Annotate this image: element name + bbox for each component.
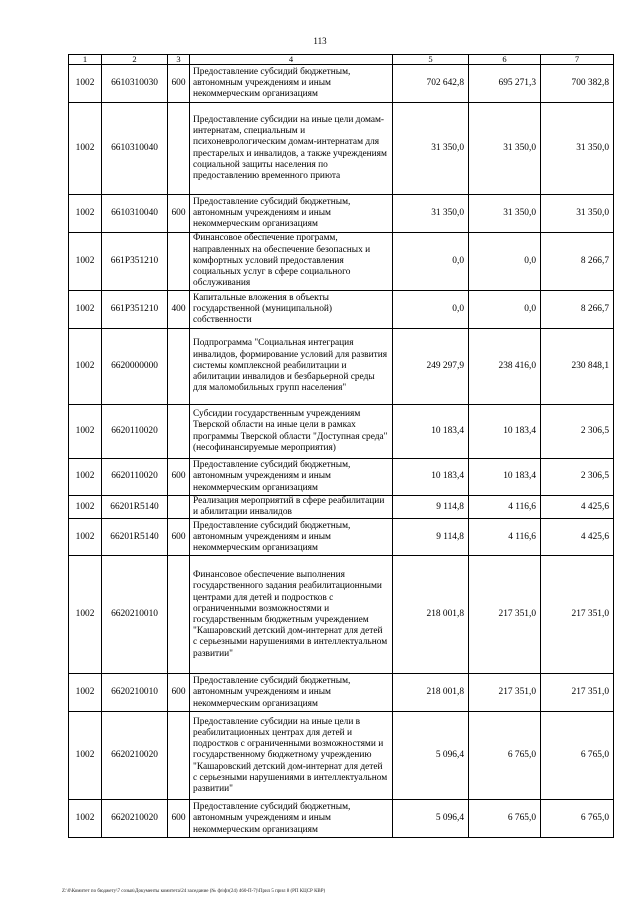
cell-expense-type (168, 329, 190, 405)
column-header: 7 (541, 55, 614, 65)
cell-amount-year2: 695 271,3 (469, 65, 541, 103)
table-row (69, 103, 614, 195)
cell-expense-type: 600 (168, 195, 190, 233)
cell-section: 1002 (69, 405, 102, 459)
cell-amount-year3: 2 306,5 (541, 405, 614, 459)
cell-amount-year3: 230 848,1 (541, 329, 614, 405)
cell-section: 1002 (69, 459, 102, 496)
table-row (69, 233, 614, 291)
cell-amount-year3: 8 266,7 (541, 233, 614, 291)
cell-amount-year2: 31 350,0 (469, 195, 541, 233)
cell-description: Предоставление субсидий бюджетным, автономным учреждениям и иным некоммерческим организациям (190, 674, 393, 712)
cell-description: Субсидии государственным учреждениям Тверской области на иные цели в рамках программы Тверской области "Доступная среда" (несофинансируемые мероприятия) (190, 405, 393, 459)
cell-expense-type: 600 (168, 674, 190, 712)
cell-amount-year1: 249 297,9 (393, 329, 469, 405)
column-header: 2 (102, 55, 168, 65)
cell-amount-year2: 217 351,0 (469, 674, 541, 712)
cell-amount-year3: 700 382,8 (541, 65, 614, 103)
cell-description: Финансовое обеспечение выполнения государственного задания реабилитационными центрами для детей и подростков с ограниченными возможностями и государственным бюджетным учреждением "Кашаровский детский дом-интернат для детей с серьезными нарушениями в интеллектуальном развитии" (190, 556, 393, 674)
cell-amount-year2: 0,0 (469, 291, 541, 329)
cell-section: 1002 (69, 712, 102, 800)
cell-description: Предоставление субсидий бюджетным, автономным учреждениям и иным некоммерческим организациям (190, 519, 393, 556)
cell-target-code: 66201R5140 (102, 496, 168, 519)
cell-amount-year2: 217 351,0 (469, 556, 541, 674)
cell-section: 1002 (69, 329, 102, 405)
cell-description: Предоставление субсидии на иные цели в реабилитационных центрах для детей и подростков с ограниченными возможностями и государственному бюджетному учреждению "Кашаровский детский дом-интернат для детей с серьезными нарушениями в интеллектуальном развитии" (190, 712, 393, 800)
table-row (69, 800, 614, 838)
cell-target-code: 661P351210 (102, 233, 168, 291)
table-row (69, 459, 614, 496)
cell-amount-year1: 5 096,4 (393, 712, 469, 800)
cell-amount-year3: 31 350,0 (541, 195, 614, 233)
cell-target-code: 6620000000 (102, 329, 168, 405)
cell-description: Предоставление субсидий бюджетным, автономным учреждениям и иным некоммерческим организациям (190, 459, 393, 496)
table-row (69, 519, 614, 556)
cell-amount-year3: 31 350,0 (541, 103, 614, 195)
cell-target-code: 6610310040 (102, 195, 168, 233)
cell-amount-year2: 10 183,4 (469, 459, 541, 496)
column-header: 1 (69, 55, 102, 65)
cell-section: 1002 (69, 103, 102, 195)
cell-amount-year3: 217 351,0 (541, 674, 614, 712)
cell-section: 1002 (69, 195, 102, 233)
cell-description: Предоставление субсидий бюджетным, автономным учреждениям и иным некоммерческим организациям (190, 195, 393, 233)
cell-amount-year2: 0,0 (469, 233, 541, 291)
cell-amount-year1: 702 642,8 (393, 65, 469, 103)
table-row (69, 674, 614, 712)
cell-target-code: 6620210020 (102, 800, 168, 838)
cell-amount-year2: 4 116,6 (469, 519, 541, 556)
cell-amount-year1: 9 114,8 (393, 496, 469, 519)
cell-target-code: 6620210020 (102, 712, 168, 800)
footer-file-path: Z:\0\Комитет по бюджету\7 созыв\Документы комитета\24 заседание (№ фз\фз(24) 460-П-7)\Прил 5 прил 8 (РП КЦСР КВР) (62, 889, 326, 894)
cell-amount-year3: 2 306,5 (541, 459, 614, 496)
cell-expense-type: 600 (168, 65, 190, 103)
table-row (69, 65, 614, 103)
cell-section: 1002 (69, 519, 102, 556)
cell-target-code: 6610310030 (102, 65, 168, 103)
cell-expense-type (168, 712, 190, 800)
table-row (69, 329, 614, 405)
cell-amount-year1: 31 350,0 (393, 103, 469, 195)
table-row (69, 195, 614, 233)
cell-amount-year1: 0,0 (393, 233, 469, 291)
cell-expense-type (168, 103, 190, 195)
cell-description: Подпрограмма "Социальная интеграция инвалидов, формирование условий для развития системы комплексной реабилитации и абилитации инвалидов и безбарьерной среды для маломобильных групп населения" (190, 329, 393, 405)
cell-amount-year3: 6 765,0 (541, 712, 614, 800)
table-row (69, 556, 614, 674)
cell-description: Предоставление субсидий бюджетным, автономным учреждениям и иным некоммерческим организациям (190, 65, 393, 103)
cell-description: Финансовое обеспечение программ, направленных на обеспечение безопасных и комфортных условий предоставления социальных услуг в сфере социального обслуживания (190, 233, 393, 291)
cell-expense-type: 400 (168, 291, 190, 329)
cell-amount-year1: 218 001,8 (393, 556, 469, 674)
cell-amount-year3: 4 425,6 (541, 519, 614, 556)
table-row (69, 712, 614, 800)
cell-description: Предоставление субсидии на иные цели домам-интернатам, специальным и психоневрологическим домам-интернатам для престарелых и инвалидов, а также учреждениям социальной защиты населения по предоставлению временного приюта (190, 103, 393, 195)
cell-expense-type (168, 496, 190, 519)
cell-description: Предоставление субсидий бюджетным, автономным учреждениям и иным некоммерческим организациям (190, 800, 393, 838)
cell-section: 1002 (69, 800, 102, 838)
cell-amount-year2: 31 350,0 (469, 103, 541, 195)
cell-description: Капитальные вложения в объекты государственной (муниципальной) собственности (190, 291, 393, 329)
cell-section: 1002 (69, 674, 102, 712)
cell-amount-year1: 9 114,8 (393, 519, 469, 556)
cell-expense-type: 600 (168, 459, 190, 496)
cell-expense-type (168, 405, 190, 459)
cell-section: 1002 (69, 556, 102, 674)
cell-amount-year1: 5 096,4 (393, 800, 469, 838)
cell-amount-year1: 10 183,4 (393, 459, 469, 496)
cell-amount-year2: 4 116,6 (469, 496, 541, 519)
cell-description: Реализация мероприятий в сфере реабилитации и абилитации инвалидов (190, 496, 393, 519)
cell-section: 1002 (69, 496, 102, 519)
cell-section: 1002 (69, 291, 102, 329)
cell-section: 1002 (69, 65, 102, 103)
cell-target-code: 6620110020 (102, 459, 168, 496)
cell-amount-year1: 10 183,4 (393, 405, 469, 459)
page-number: 113 (313, 36, 327, 46)
column-header: 3 (168, 55, 190, 65)
cell-amount-year1: 31 350,0 (393, 195, 469, 233)
cell-target-code: 661P351210 (102, 291, 168, 329)
column-header: 5 (393, 55, 469, 65)
cell-section: 1002 (69, 233, 102, 291)
cell-target-code: 6620110020 (102, 405, 168, 459)
column-number-row (69, 55, 614, 65)
cell-target-code: 66201R5140 (102, 519, 168, 556)
cell-amount-year3: 217 351,0 (541, 556, 614, 674)
cell-amount-year1: 0,0 (393, 291, 469, 329)
cell-expense-type (168, 233, 190, 291)
cell-expense-type: 600 (168, 800, 190, 838)
table-row (69, 496, 614, 519)
cell-expense-type (168, 556, 190, 674)
table-row (69, 405, 614, 459)
cell-amount-year3: 6 765,0 (541, 800, 614, 838)
column-header: 4 (190, 55, 393, 65)
cell-amount-year2: 238 416,0 (469, 329, 541, 405)
table-row (69, 291, 614, 329)
table-body (69, 65, 614, 838)
cell-target-code: 6620210010 (102, 556, 168, 674)
cell-amount-year3: 8 266,7 (541, 291, 614, 329)
cell-amount-year2: 6 765,0 (469, 800, 541, 838)
cell-target-code: 6610310040 (102, 103, 168, 195)
budget-table (68, 54, 614, 838)
cell-amount-year2: 6 765,0 (469, 712, 541, 800)
cell-amount-year1: 218 001,8 (393, 674, 469, 712)
cell-expense-type: 600 (168, 519, 190, 556)
column-header: 6 (469, 55, 541, 65)
cell-amount-year3: 4 425,6 (541, 496, 614, 519)
cell-target-code: 6620210010 (102, 674, 168, 712)
cell-amount-year2: 10 183,4 (469, 405, 541, 459)
